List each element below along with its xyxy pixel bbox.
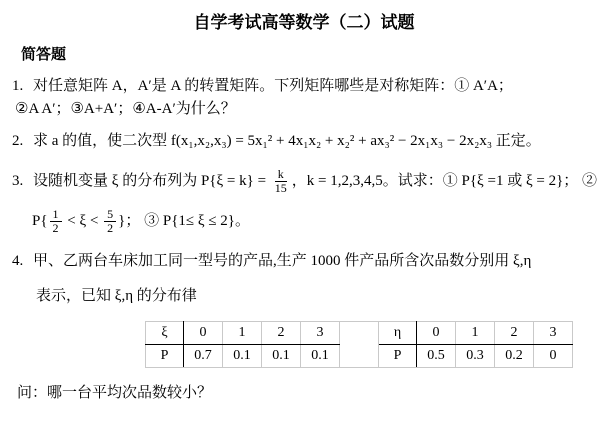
- eta-prob-cell: 0.2: [495, 345, 534, 368]
- xi-prob-cell: 0.7: [184, 345, 223, 368]
- xi-prob-label-cell: P: [146, 345, 184, 368]
- section-heading: 简答题: [21, 47, 67, 63]
- question-3-text-part5: }； ③ P{1≤ ξ ≤ 2}。: [118, 212, 250, 229]
- fraction-denominator: 2: [52, 220, 59, 235]
- eta-value-cell: 2: [495, 322, 534, 345]
- xi-value-cell: 1: [223, 322, 262, 345]
- question-3-line-2: [32, 202, 608, 240]
- page-title: 自学考试高等数学（二）试题: [193, 13, 415, 32]
- fraction-five-halves: [104, 208, 116, 235]
- question-1-text: 对任意矩阵 A，A′是 A 的转置矩阵。下列矩阵哪些是对称矩阵：① A′A；: [33, 78, 513, 94]
- closing-question: 问：哪一台平均次品数较小？: [17, 385, 213, 401]
- xi-value-cell: 0: [184, 322, 223, 345]
- question-4-number: 4.: [12, 253, 24, 269]
- question-2-line-1: [12, 132, 608, 151]
- fraction-denominator: 2: [107, 220, 114, 235]
- question-4-text-continued: 表示，已知 ξ,η 的分布律: [36, 288, 197, 304]
- distribution-tables: [145, 321, 573, 368]
- question-3-number: 3.: [12, 172, 24, 189]
- eta-variable-header-cell: η: [379, 322, 417, 345]
- eta-prob-label-cell: P: [379, 345, 417, 368]
- xi-prob-cell: 0.1: [262, 345, 301, 368]
- fraction-denominator: 15: [274, 180, 287, 195]
- eta-prob-cell: 0.3: [456, 345, 495, 368]
- xi-value-cell: 3: [301, 322, 340, 345]
- xi-prob-cell: 0.1: [301, 345, 340, 368]
- fraction-k-over-15: [272, 168, 290, 195]
- fraction-numerator: 1: [50, 208, 62, 222]
- eta-value-cell: 1: [456, 322, 495, 345]
- table-spacer-cell: [340, 322, 379, 368]
- table-row-values: [146, 322, 573, 345]
- question-3-text-part1: 设随机变量 ξ 的分布列为 P{ξ = k} =: [33, 172, 270, 189]
- exam-document: [0, 12, 608, 428]
- question-1-text-continued: ②A A′；③A+A′；④A-A′为什么？: [15, 101, 236, 117]
- eta-value-cell: 0: [417, 322, 456, 345]
- eta-prob-cell: 0: [534, 345, 573, 368]
- question-3-text-part2: ，k = 1,2,3,4,5。试求：① P{ξ =1 或 ξ = 2}； ②: [291, 172, 598, 189]
- question-2-number: 2.: [12, 133, 24, 149]
- fraction-numerator: 5: [104, 208, 116, 222]
- fraction-numerator: k: [275, 168, 287, 182]
- question-4-text: 甲、乙两台车床加工同一型号的产品,生产 1000 件产品所含次品数分别用 ξ,η: [33, 253, 532, 269]
- question-4-line-1: [12, 252, 608, 271]
- fraction-one-half: [50, 208, 62, 235]
- question-4-line-2: [36, 287, 608, 306]
- question-3-text-part3: P{: [32, 212, 48, 229]
- question-3-text-part4: < ξ <: [63, 212, 103, 229]
- question-1-number: 1.: [12, 78, 24, 94]
- xi-prob-cell: 0.1: [223, 345, 262, 368]
- question-1-line-1: [12, 77, 608, 96]
- question-3-line-1: [12, 162, 608, 200]
- xi-value-cell: 2: [262, 322, 301, 345]
- eta-prob-cell: 0.5: [417, 345, 456, 368]
- eta-value-cell: 3: [534, 322, 573, 345]
- xi-variable-header-cell: ξ: [146, 322, 184, 345]
- question-2-text: 求 a 的值，使二次型 f(x₁,x₂,x₃) = 5x₁² + 4x₁x₂ + x₂² + ax₃² − 2x₁x₃ − 2x₂x₃ 正定。: [33, 133, 541, 149]
- question-1-line-2: [15, 100, 608, 119]
